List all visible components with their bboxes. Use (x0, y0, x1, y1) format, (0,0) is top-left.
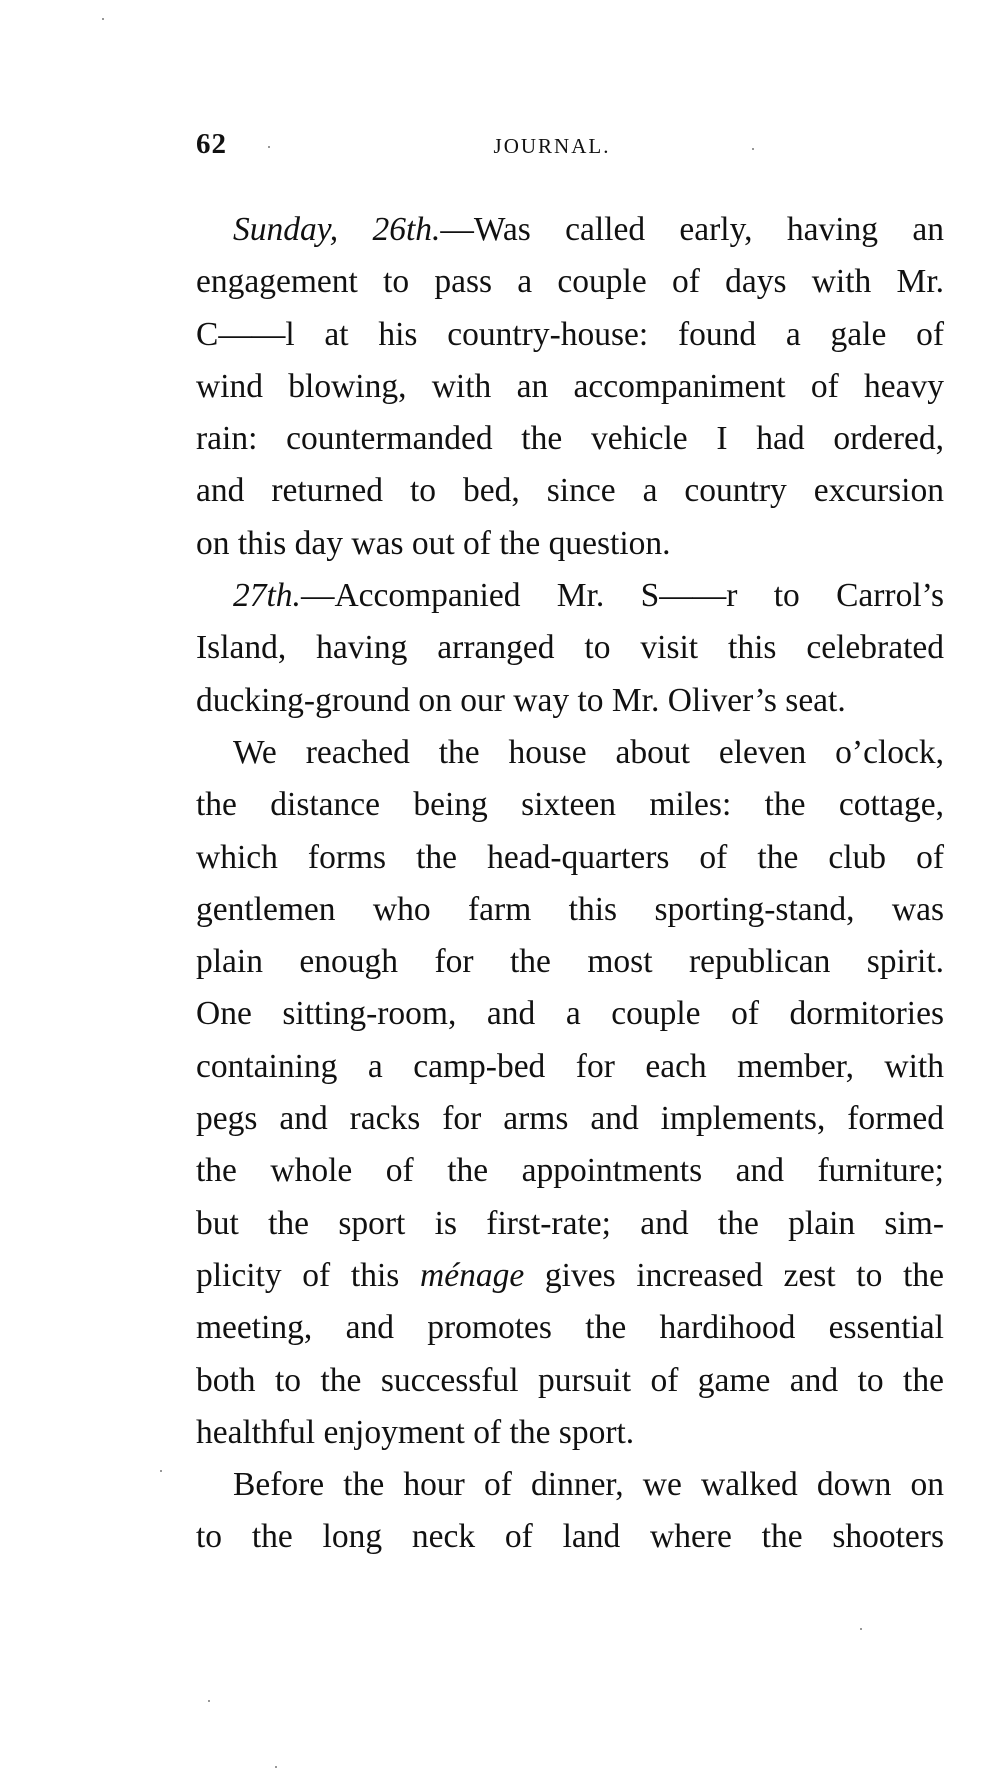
text-line (196, 570, 944, 622)
paper-speck (208, 1700, 210, 1702)
text-run: pegs and racks for arms and implements, formed (196, 1100, 944, 1138)
paper-speck (860, 1628, 862, 1630)
text-line (196, 622, 944, 674)
italic-run: Sunday, 26th. (233, 211, 441, 248)
running-head: JOURNAL. (493, 134, 611, 158)
paragraph (196, 570, 944, 727)
text-run: containing a camp-bed for each member, with (196, 1047, 944, 1085)
text-run: wind blowing, with an accompaniment of heavy (196, 367, 944, 405)
text-run: both to the successful pursuit of game and to the (196, 1361, 944, 1399)
text-run: gives increased zest to the (524, 1256, 944, 1294)
text-run: engagement to pass a couple of days with Mr. (196, 263, 944, 301)
text-line (196, 1145, 944, 1197)
text-run: healthful enjoyment of the sport. (196, 1413, 635, 1451)
text-run: gentlemen who farm this sporting-stand, was (196, 890, 944, 928)
text-line (196, 936, 944, 988)
text-line (196, 1198, 944, 1250)
text-run: Before the hour of dinner, we walked down on (233, 1466, 944, 1504)
text-line (196, 204, 944, 256)
text-line (196, 1407, 944, 1459)
text-line (196, 518, 944, 570)
text-run: One sitting-room, and a couple of dormitories (196, 995, 944, 1033)
text-line (196, 1302, 944, 1354)
text-run: the distance being sixteen miles: the cottage, (196, 786, 944, 824)
text-line (196, 832, 944, 884)
text-line (196, 1250, 944, 1302)
text-run: on this day was out of the question. (196, 524, 671, 562)
text-run: the whole of the appointments and furniture; (196, 1152, 944, 1190)
body-text (196, 204, 944, 1564)
text-run: —Accompanied Mr. S——r to Carrol’s (300, 577, 944, 615)
page-number: 62 (196, 128, 227, 160)
text-run: which forms the head-quarters of the club of (196, 838, 944, 876)
text-line (196, 309, 944, 361)
text-line (196, 465, 944, 517)
paper-speck (275, 1766, 277, 1768)
text-run: plain enough for the most republican spirit. (196, 943, 944, 981)
text-line (196, 1511, 944, 1563)
text-line (196, 413, 944, 465)
paper-speck (102, 18, 104, 20)
text-run: —Was called early, having an (440, 211, 945, 248)
text-run: meeting, and promotes the hardihood essential (196, 1309, 944, 1347)
text-line (196, 256, 944, 308)
text-line (196, 884, 944, 936)
text-run: ducking-ground on our way to Mr. Oliver’s seat. (196, 681, 846, 719)
italic-run: 27th. (233, 577, 301, 615)
paragraph (196, 1459, 944, 1564)
text-run: Island, having arranged to visit this celebrated (196, 629, 944, 667)
text-line (196, 1355, 944, 1407)
text-line (196, 1041, 944, 1093)
text-line (196, 675, 944, 727)
text-line (196, 727, 944, 779)
paper-speck (160, 1470, 162, 1472)
text-line (196, 988, 944, 1040)
text-run: C——l at his country-house: found a gale of (196, 315, 944, 353)
text-line (196, 779, 944, 831)
text-run: plicity of this (196, 1256, 421, 1294)
text-run: to the long neck of land where the shooters (196, 1518, 944, 1556)
text-run: but the sport is first-rate; and the plain sim- (196, 1204, 944, 1242)
paper-speck (752, 148, 754, 150)
text-run: rain: countermanded the vehicle I had ordered, (196, 420, 944, 458)
text-run: We reached the house about eleven o’clock, (233, 733, 944, 771)
italic-run: ménage (420, 1256, 525, 1294)
text-line (196, 361, 944, 413)
text-line (196, 1459, 944, 1511)
page-header (196, 128, 944, 168)
paper-speck (268, 146, 270, 148)
paragraph (196, 204, 944, 570)
paragraph (196, 727, 944, 1459)
text-run: and returned to bed, since a country excursion (196, 472, 944, 510)
text-line (196, 1093, 944, 1145)
